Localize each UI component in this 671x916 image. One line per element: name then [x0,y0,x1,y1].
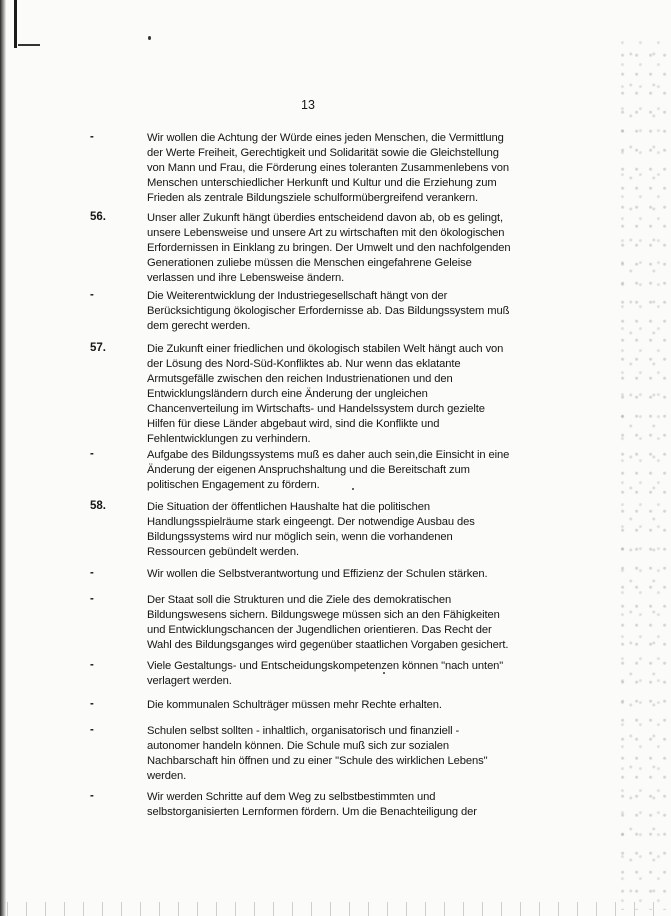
scan-mark [14,0,17,48]
paragraph-marker: - [90,567,94,579]
paragraph-marker: - [90,593,94,605]
page-number: 13 [301,98,315,112]
paragraph-text: Die Situation der öffentlichen Haushalte hat die politischen Handlungsspielräume stark eingeengt. Der notwendige Ausbau des Bildungssystems wird nur möglich sein, wenn die vorhandenen Ressourcen gebündelt werden. [147,501,475,558]
scan-noise [0,902,671,916]
scan-speck [148,36,151,40]
paragraph-marker: - [90,659,94,671]
paragraph-text: Die kommunalen Schulträger müssen mehr Rechte erhalten. [147,699,442,711]
paragraph-marker: 58. [90,500,106,512]
paragraph-marker: - [90,724,94,736]
paragraph-text: Wir wollen die Achtung der Würde eines jeden Menschen, die Vermittlung der Werte Freiheit, Gerechtigkeit und Solidarität sowie die Gleichstellung von Mann und Frau, die Förderung eines toleranten Zusammenlebens von Menschen unterschiedlicher Herkunft und Kultur und die Erziehung zum Frieden als zentrale Bildungsziele schulformübergreifend verankern. [147,132,509,204]
paragraph-text: Unser aller Zukunft hängt überdies entscheidend davon ab, ob es gelingt, unsere Lebensweise und unsere Art zu wirtschaften mit den ökologischen Erfordernissen in Einklang zu bringen. Der Umwelt und den nachfolgenden Generationen zuliebe müssen die Menschen eingefahrene Geleise verlassen und ihre Lebensweise ändern. [147,212,511,284]
paragraph-text: Wir werden Schritte auf dem Weg zu selbstbestimmten und selbstorganisierten Lernformen fördern. Um die Benachteiligung der [147,791,477,818]
paragraph-marker: 57. [90,342,106,354]
scan-noise [617,40,671,910]
paragraph-text: Die Weiterentwicklung der Industriegesellschaft hängt von der Berücksichtigung ökologischer Erfordernisse ab. Das Bildungssystem muß dem gerecht werden. [147,290,510,332]
paragraph-marker: - [90,448,94,460]
paragraph-text: Der Staat soll die Strukturen und die Ziele des demokratischen Bildungswesens sichern. Bildungswege müssen sich an den Fähigkeiten und Entwicklungschancen der Jugendlichen orientieren. Das Recht der Wahl des Bildungsganges wird gegenüber staatlichen Vorgaben gesichert. [147,594,509,651]
paragraph-text: Viele Gestaltungs- und Entscheidungskompetenzen können "nach unten" verlagert werden. [147,660,504,687]
paragraph-text: Wir wollen die Selbstverantwortung und Effizienz der Schulen stärken. [147,568,488,580]
scan-mark [18,44,40,46]
paragraph-marker: - [90,698,94,710]
scan-edge-shadow [0,0,6,916]
paragraph-text: Aufgabe des Bildungssystems muß es daher auch sein,die Einsicht in eine Änderung der eigenen Anspruchshaltung und die Bereitschaft zum politischen Engagement zu fördern. [147,449,510,491]
paragraph-marker: - [90,289,94,301]
paragraph-marker: - [90,131,94,143]
paragraph-marker: 56. [90,211,106,223]
paragraph-text: Die Zukunft einer friedlichen und ökologisch stabilen Welt hängt auch von der Lösung des Nord-Süd-Konfliktes ab. Nur wenn das eklatante Armutsgefälle zwischen den reichen Industrienationen und den Entwicklungsländern durch eine Änderung der ungleichen Chancenverteilung im Wirtschafts- und Handelssystem durch gezielte Hilfen für diese Länder abgebaut wird, sind die Konflikte und Fehlentwicklungen zu verhindern. [147,343,504,445]
paragraph-marker: - [90,790,94,802]
paragraph-text: Schulen selbst sollten - inhaltlich, organisatorisch und finanziell - autonomer handeln können. Die Schule muß sich zur sozialen Nachbarschaft hin öffnen und zu einer "Schule des wirklichen Lebens" werden. [147,725,488,782]
